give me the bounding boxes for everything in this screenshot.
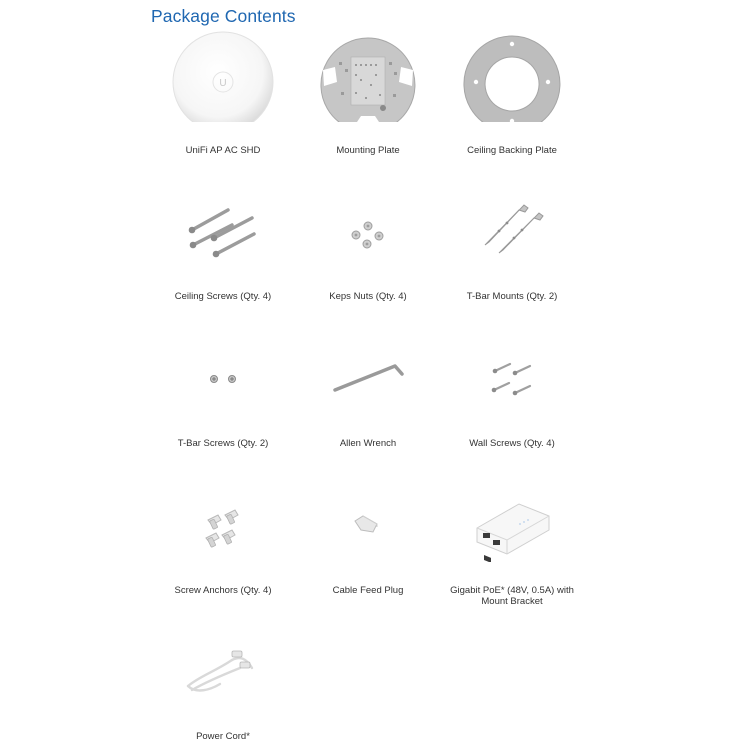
package-item-poe-adapter (437, 452, 587, 607)
power-cord-icon (148, 598, 298, 708)
package-item-allen-wrench (293, 305, 443, 449)
item-label: Gigabit PoE* (48V, 0.5A) with Mount Bracket (450, 585, 574, 607)
mounting-plate-icon (293, 12, 443, 122)
package-item-t-bar-screws (148, 305, 298, 449)
wall-screws-icon (437, 305, 587, 415)
access-point-icon (148, 12, 298, 122)
item-label: Wall Screws (Qty. 4) (469, 438, 555, 449)
package-item-wall-screws (437, 305, 587, 449)
item-label: Cable Feed Plug (332, 585, 404, 596)
screw-anchors-icon (148, 452, 298, 562)
poe-adapter-icon (437, 452, 587, 562)
item-label: Mounting Plate (336, 145, 400, 156)
item-label: Power Cord* (196, 731, 250, 742)
package-item-screw-anchors (148, 452, 298, 596)
page-title: Package Contents (151, 6, 296, 26)
package-item-mounting-plate (293, 12, 443, 156)
device-logo: U (219, 78, 227, 89)
package-item-t-bar-mounts (437, 158, 587, 302)
package-item-power-cord (148, 598, 298, 742)
item-label: Ceiling Screws (Qty. 4) (174, 291, 272, 302)
item-label: T-Bar Mounts (Qty. 2) (466, 291, 558, 302)
allen-wrench-icon (293, 305, 443, 415)
t-bar-screws-icon (148, 305, 298, 415)
package-item-cable-feed-plug (293, 452, 443, 596)
item-label: Screw Anchors (Qty. 4) (174, 585, 272, 596)
item-label: T-Bar Screws (Qty. 2) (177, 438, 269, 449)
package-item-ceiling-backing-plate (437, 12, 587, 156)
package-item-access-point (148, 12, 298, 156)
t-bar-mounts-icon (437, 158, 587, 268)
ceiling-screws-icon (148, 158, 298, 268)
item-label: Ceiling Backing Plate (467, 145, 557, 156)
item-label: UniFi AP AC SHD (185, 145, 261, 156)
package-item-keps-nuts (293, 158, 443, 302)
item-label: Keps Nuts (Qty. 4) (329, 291, 407, 302)
keps-nuts-icon (293, 158, 443, 268)
item-label: Allen Wrench (339, 438, 397, 449)
ceiling-backing-plate-icon (437, 12, 587, 122)
package-item-ceiling-screws (148, 158, 298, 302)
cable-feed-plug-icon (293, 452, 443, 562)
